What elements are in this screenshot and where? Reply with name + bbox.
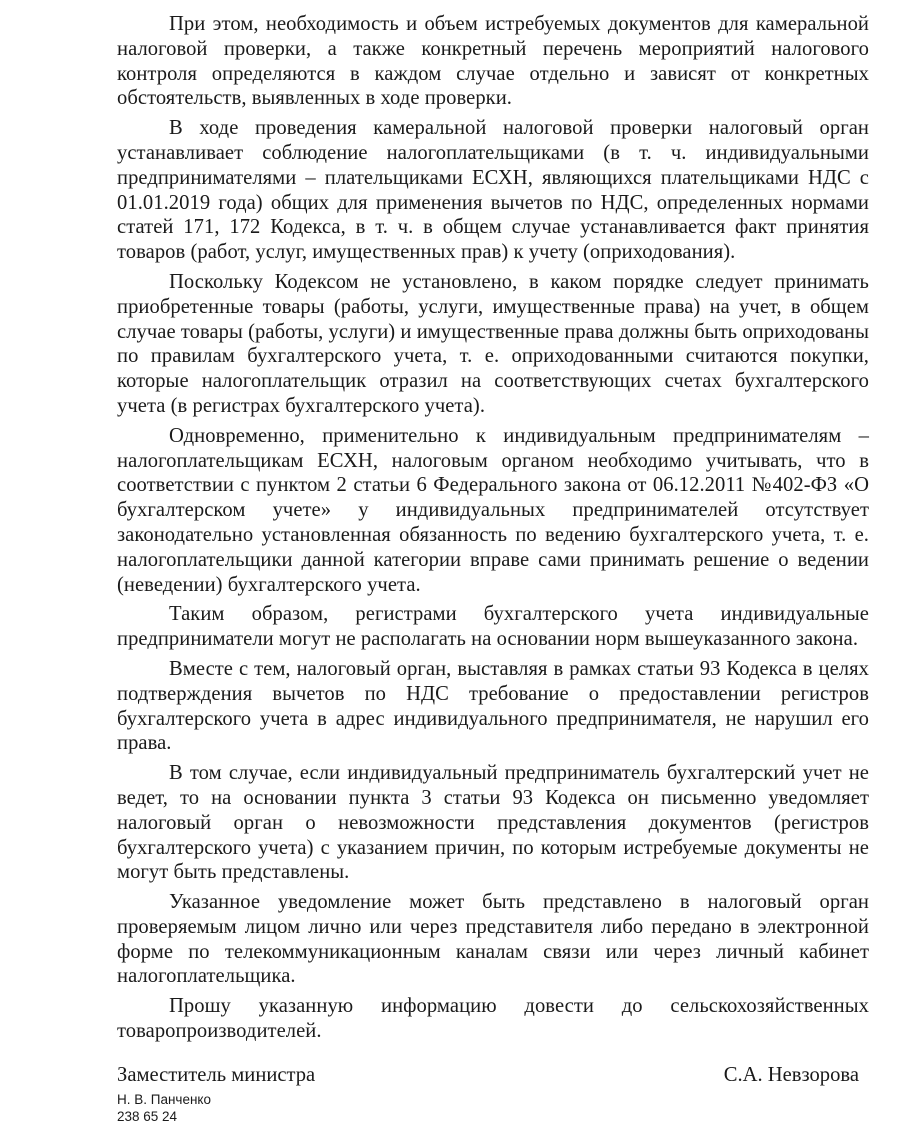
paragraph-1: При этом, необходимость и объем истребуемых документов для камеральной налоговой проверки, а также конкретный перечень мероприятий налогового контроля определяются в каждом случае отдельно и зависят от конкретных обстоятельств, выявленных в ходе проверки. bbox=[117, 13, 869, 110]
signer-name: С.А. Невзорова bbox=[723, 1064, 859, 1086]
paragraph-2: В ходе проведения камеральной налоговой проверки налоговый орган устанавливает соблюдение налогоплательщиками (в т. ч. индивидуальными предпринимателями – плательщиками ЕСХН, являющихся плательщиками НДС с 01.01.2019 года) общих для применения вычетов по НДС, определенных нормами статей 171, 172 Кодекса, в т. ч. в общем случае устанавливается факт принятия товаров (работ, услуг, имущественных прав) к учету (оприходования). bbox=[117, 117, 869, 264]
paragraph-7: В том случае, если индивидуальный предприниматель бухгалтерский учет не ведет, то на основании пункта 3 статьи 93 Кодекса он письменно уведомляет налоговый орган о невозможности представления документов (регистров бухгалтерского учета) с указанием причин, по которым истребуемые документы не могут быть представлены. bbox=[117, 762, 869, 884]
paragraph-6: Вместе с тем, налоговый орган, выставляя в рамках статьи 93 Кодекса в целях подтверждения вычетов по НДС требование о предоставлении регистров бухгалтерского учета в адрес индивидуального предпринимателя, не нарушил его права. bbox=[117, 657, 869, 755]
executor-phone: 238 65 24 bbox=[117, 1109, 178, 1124]
paragraph-5: Таким образом, регистрами бухгалтерского учета индивидуальные предприниматели могут не располагать на основании норм вышеуказанного закона. bbox=[117, 603, 869, 651]
executor-name: Н. В. Панченко bbox=[117, 1092, 211, 1107]
paragraph-3: Поскольку Кодексом не установлено, в каком порядке следует принимать приобретенные товары (работы, услуги, имущественные права) на учет, в общем случае товары (работы, услуги) и имущественные права должны быть оприходованы по правилам бухгалтерского учета, т. е. оприходованными считаются покупки, которые налогоплательщик отразил на соответствующих счетах бухгалтерского учета (в регистрах бухгалтерского учета). bbox=[117, 270, 869, 417]
letter-body bbox=[117, 12, 869, 1049]
signature-block bbox=[117, 1063, 867, 1125]
paragraph-8: Указанное уведомление может быть представлено в налоговый орган проверяемым лицом лично или через представителя либо передано в электронной форме по телекоммуникационным каналам связи или через личный кабинет налогоплательщика. bbox=[117, 891, 869, 988]
paragraph-9: Прошу указанную информацию довести до сельскохозяйственных товаропроизводителей. bbox=[117, 995, 869, 1043]
paragraph-4: Одновременно, применительно к индивидуальным предпринимателям – налогоплательщикам ЕСХН, налоговым органом необходимо учитывать, что в соответствии с пунктом 2 статьи 6 Федерального закона от 06.12.2011 №402-ФЗ «О бухгалтерском учете» у индивидуальных предпринимателей отсутствует законодательно установленная обязанность по ведению бухгалтерского учета, т. е. налогоплательщики данной категории вправе сами принимать решение о ведении (неведении) бухгалтерского учета. bbox=[117, 424, 869, 596]
signer-position: Заместитель министра bbox=[117, 1064, 316, 1086]
signature-row bbox=[117, 1063, 867, 1087]
